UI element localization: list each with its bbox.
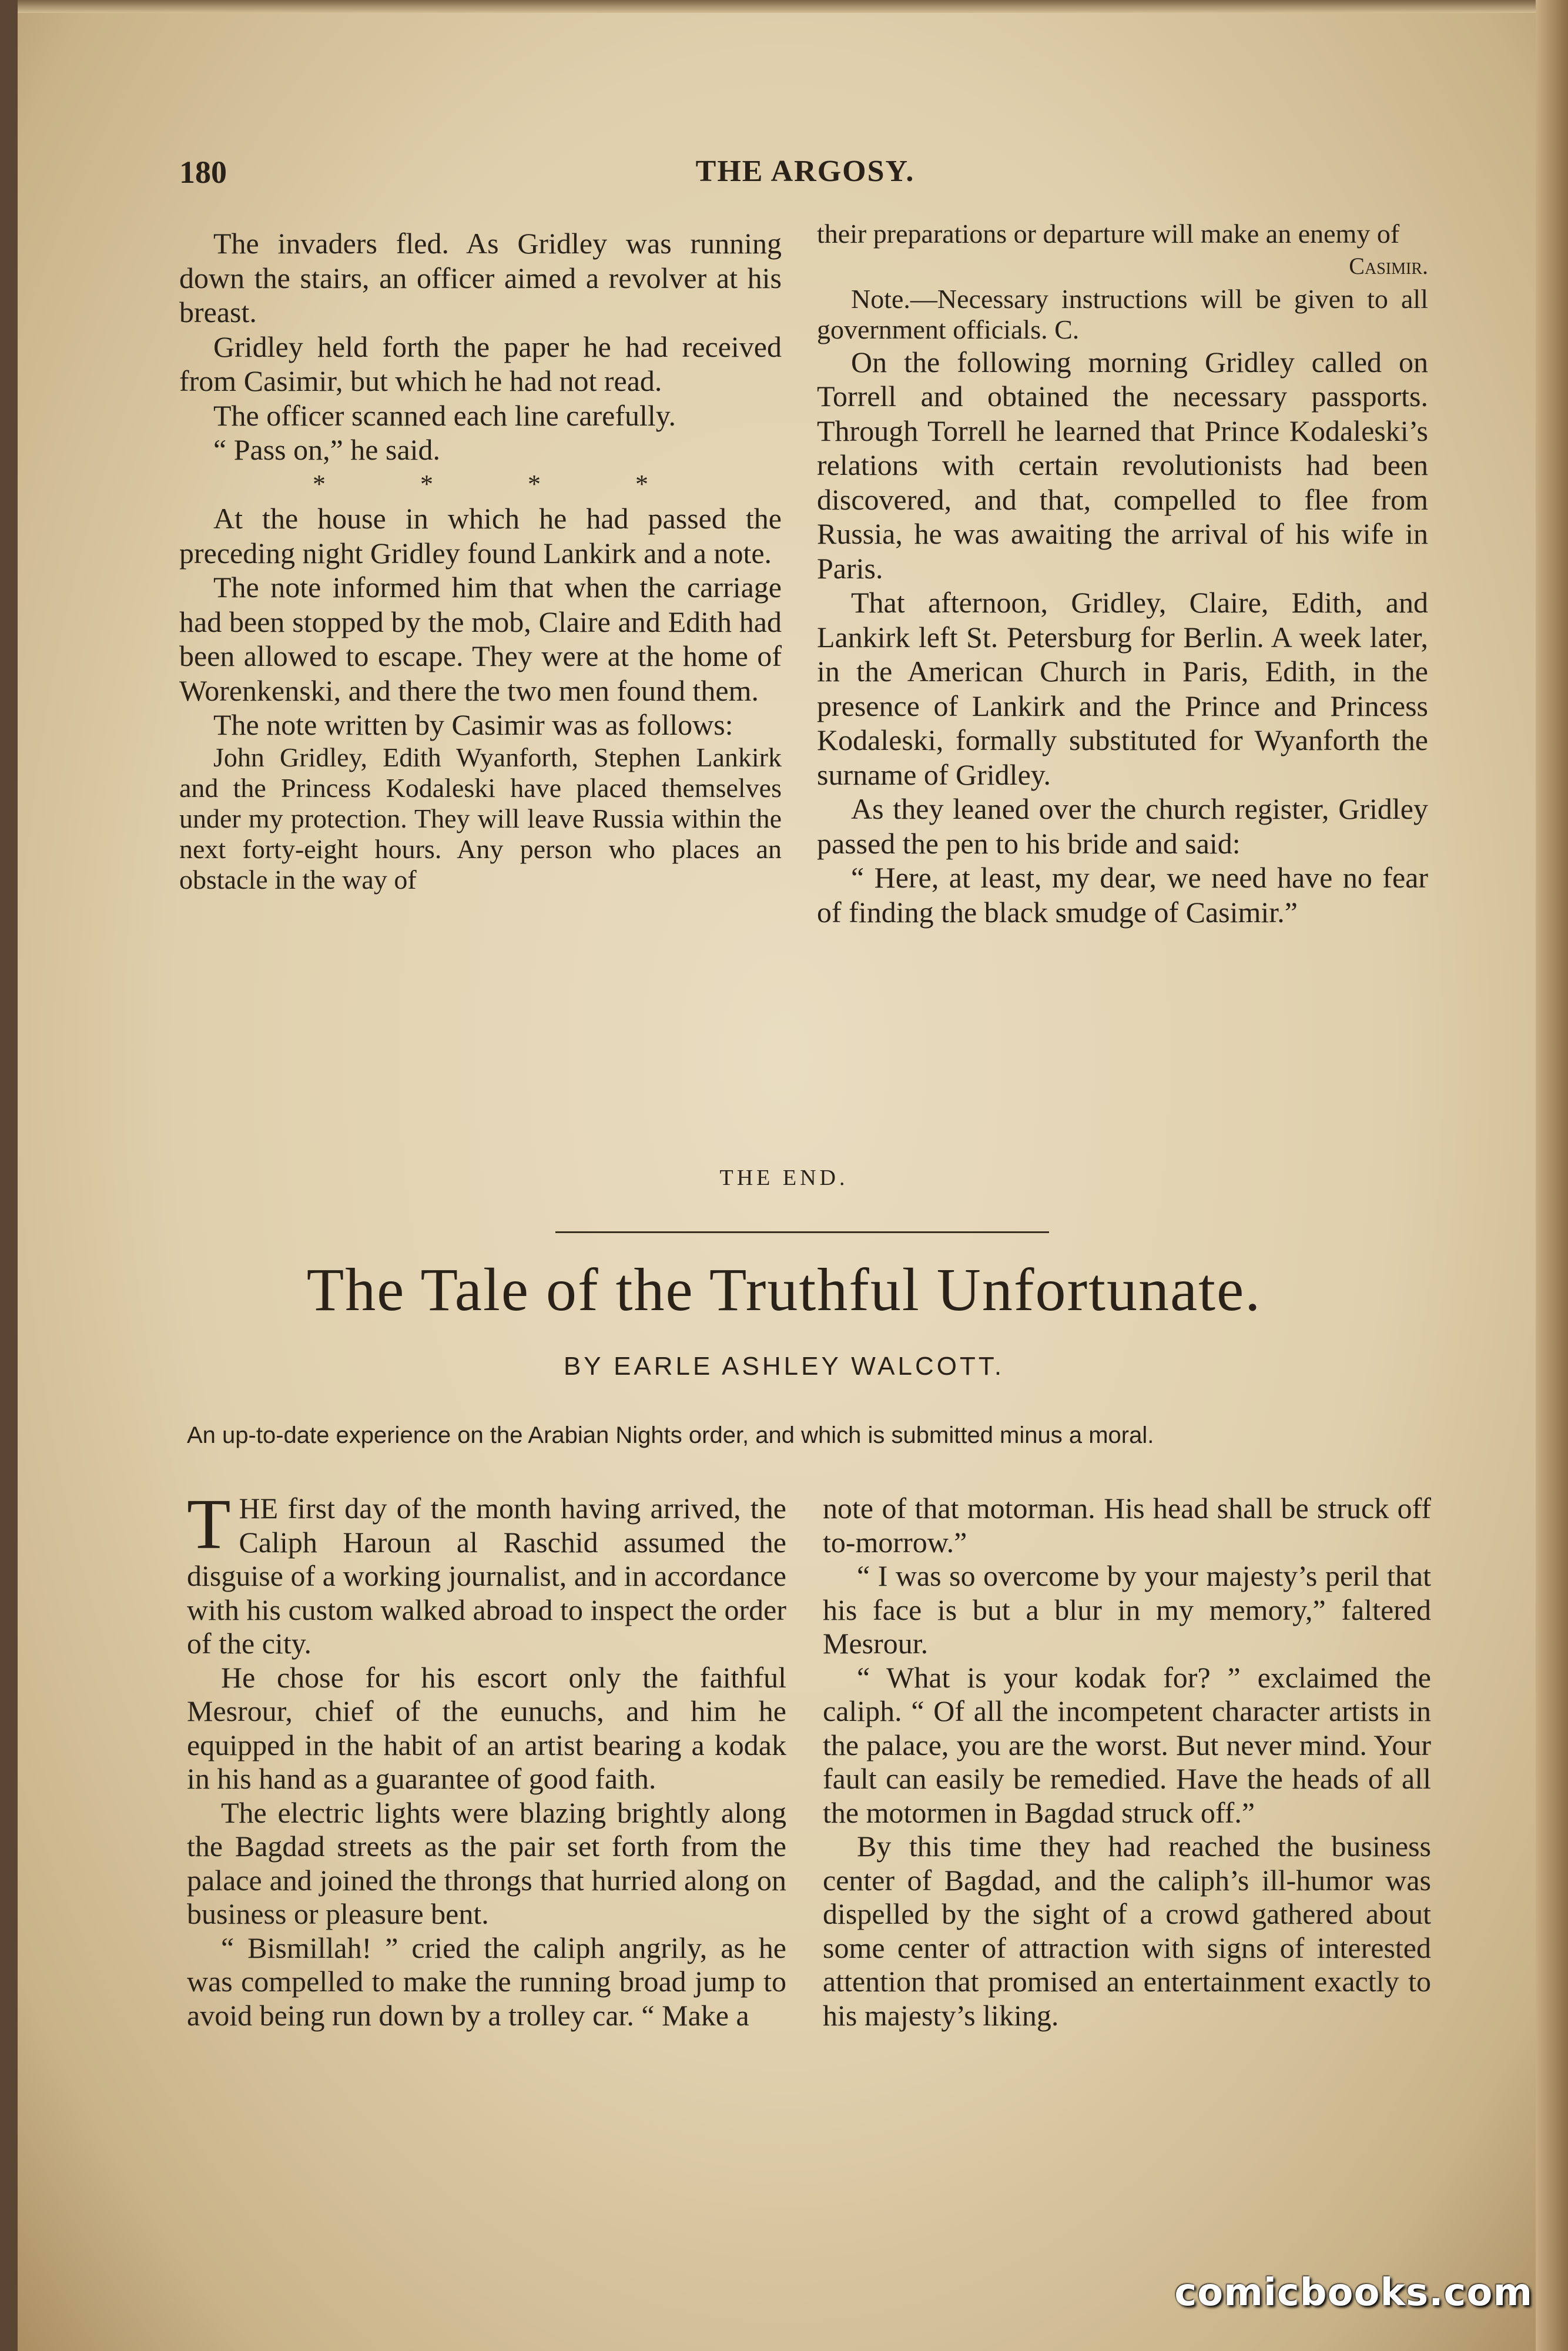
column-d [823, 1492, 1431, 2032]
casimir-letter: John Gridley, Edith Wyanforth, Stephen Lankirk and the Princess Kodaleski have placed themselves under my protection. They will leave Russia within the next forty-eight hours. Any person who places an obstacle in the way of [179, 742, 782, 895]
section-break-stars: * * * * [313, 469, 648, 498]
paragraph: That afternoon, Gridley, Claire, Edith, and Lankirk left St. Petersburg for Berlin. A week later, in the American Church in Paris, Edith, in the presence of Lankirk and the Prince and Princess Kodaleski, formally substituted for Wyanforth the surname of Gridley. [817, 586, 1428, 791]
opening-paragraph-text: HE first day of the month having arrived, the Caliph Haroun al Raschid assumed the disguise of a working journalist, and in accordance with his custom walked abroad to inspect the order of the city. [187, 1492, 786, 1660]
paragraph: The note written by Casimir was as follows: [213, 708, 733, 741]
site-watermark: comicbooks.com [1174, 2271, 1533, 2315]
column-a [179, 226, 782, 895]
page-top-edge [0, 0, 1568, 13]
paragraph: At the house in which he had passed the preceding night Gridley found Lankirk and a note. [179, 502, 782, 570]
paragraph: He chose for his escort only the faithful Mesrour, chief of the eunuchs, and him he equipped in the habit of an artist bearing a kodak in his hand as a guarantee of good faith. [187, 1660, 786, 1795]
story-title: The Tale of the Truthful Unfortunate. [306, 1256, 1262, 1324]
story-deck: An up-to-date experience on the Arabian Nights order, and which is submitted minus a moral. [187, 1422, 1154, 1448]
paragraph: The note informed him that when the carriage had been stopped by the mob, Claire and Edith had been allowed to escape. They were at the home of Worenkenski, and there the two men found them. [179, 571, 782, 707]
paragraph: “ I was so overcome by your majesty’s peril that his face is but a blur in my memory,” faltered Mesrour. [823, 1559, 1431, 1660]
section-divider [555, 1231, 1049, 1233]
paragraph: On the following morning Gridley called on Torrell and obtained the necessary passports. Through Torrell he learned that Prince Kodaleski’s relations with certain revolutionists had been discovered, and that, compelled to flee from Russia, he was awaiting the arrival of his wife in Paris. [817, 345, 1428, 585]
paragraph: note of that motorman. His head shall be struck off to-morrow.” [823, 1492, 1431, 1559]
page-number: 180 [179, 155, 227, 190]
paragraph: “ What is your kodak for? ” exclaimed the caliph. “ Of all the incompetent character artists in the palace, you are the worst. But never mind. Your fault can easily be remedied. Have the heads of all the motormen in Bagdad struck off.” [823, 1660, 1431, 1829]
story-byline: BY EARLE ASHLEY WALCOTT. [563, 1352, 1005, 1381]
paragraph: As they leaned over the church register, Gridley passed the pen to his bride and said: [817, 792, 1428, 860]
paragraph: “ Bismillah! ” cried the caliph angrily, as he was compelled to make the running broad jump to avoid being run down by a trolley car. “ Make a [187, 1931, 786, 2032]
letter-signature: Casimir. [1349, 253, 1428, 279]
column-b [817, 219, 1428, 929]
paragraph: The electric lights were blazing brightly along the Bagdad streets as the pair set forth from the palace and joined the throngs that hurried along on business or pleasure bent. [187, 1796, 786, 1930]
paragraph: “ Here, at least, my dear, we need have no fear of finding the black smudge of Casimir.” [817, 861, 1428, 929]
letter-note: Note.—Necessary instructions will be given to all government officials. C. [817, 283, 1428, 344]
paragraph: Gridley held forth the paper he had received from Casimir, but which he had not read. [179, 330, 782, 397]
paragraph: “ Pass on,” he said. [213, 433, 441, 466]
casimir-letter-continued: their preparations or departure will make an enemy of [817, 219, 1400, 249]
drop-cap: T [187, 1485, 231, 1564]
opening-paragraph [187, 1485, 786, 1661]
paragraph: The officer scanned each line carefully. [213, 398, 676, 432]
paragraph: By this time they had reached the business center of Bagdad, and the caliph’s ill-humor was dispelled by the sight of a crowd gathered about some center of attraction with signs of interested attention that promised an entertainment exactly to his majesty’s liking. [823, 1830, 1431, 2032]
running-head [179, 154, 1431, 201]
journal-title: THE ARGOSY. [695, 155, 915, 188]
column-c [187, 1485, 786, 2032]
the-end-label: THE END. [719, 1166, 849, 1190]
paragraph: The invaders fled. As Gridley was running down the stairs, an officer aimed a revolver at his breast. [179, 227, 782, 329]
